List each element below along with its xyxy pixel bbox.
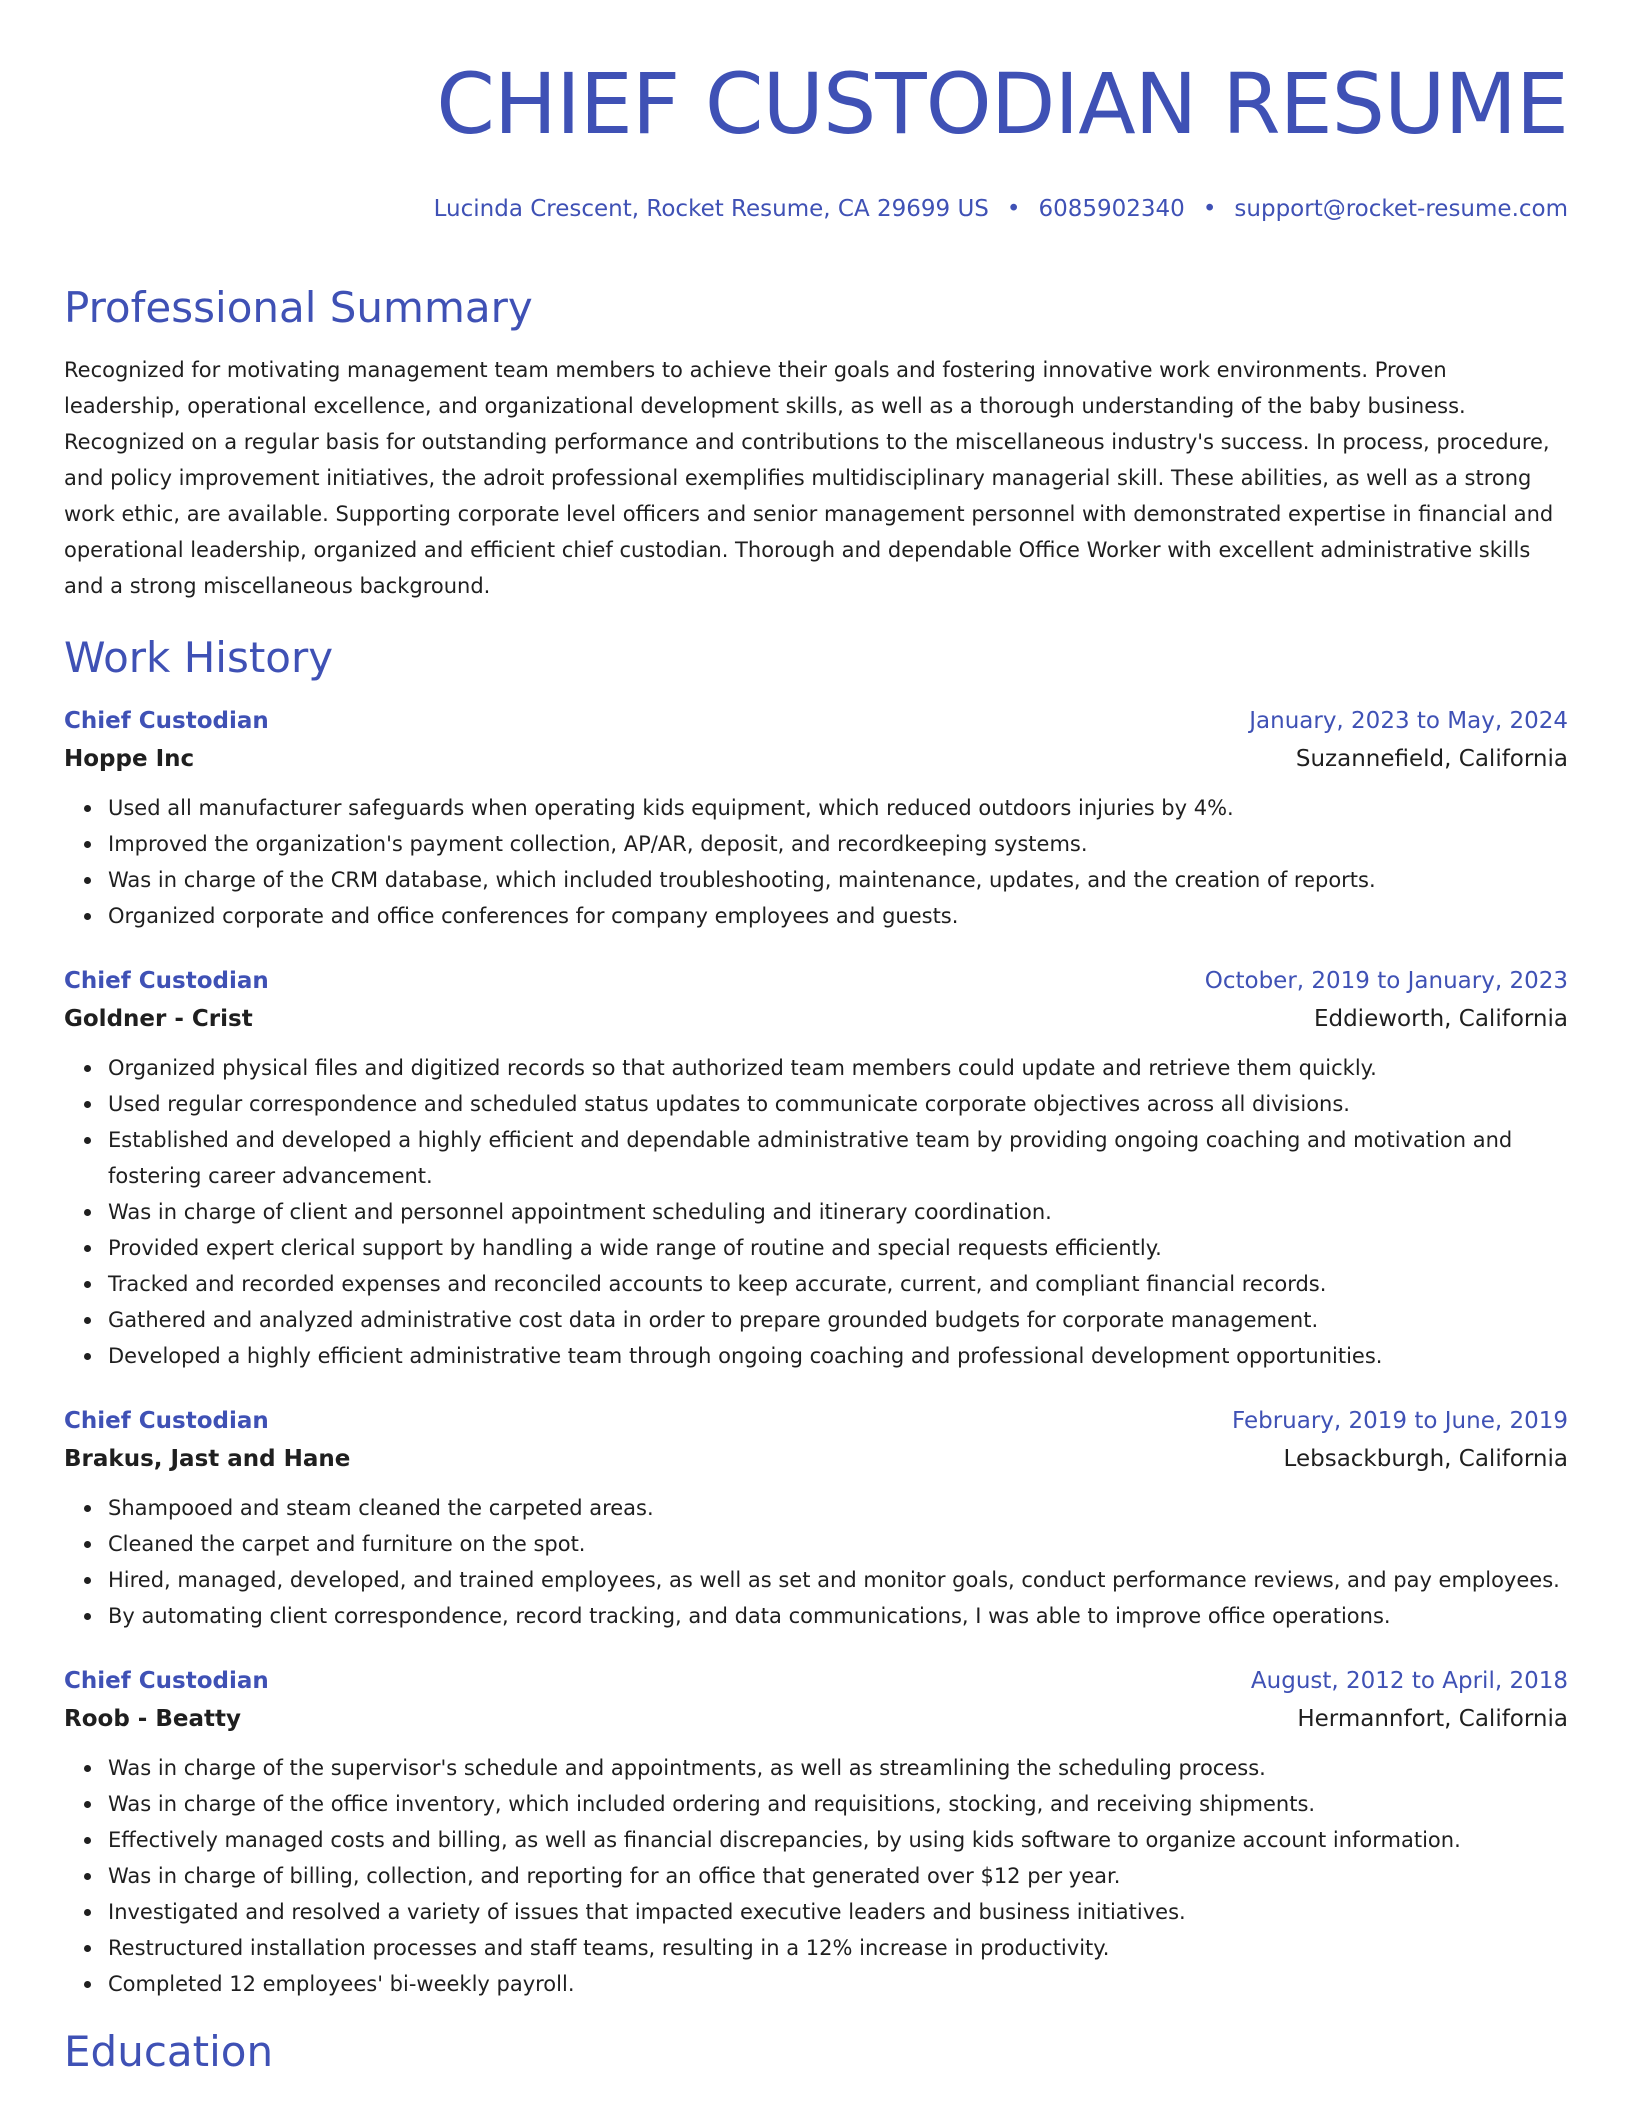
job-bullet: Investigated and resolved a variety of issues that impacted executive leaders and business initiatives. [108, 1894, 1568, 1930]
job-location: Eddieworth, California [1313, 1006, 1568, 1032]
job-header-row [64, 962, 1568, 1000]
job-location: Hermannfort, California [1297, 1706, 1568, 1732]
job-bullet: Developed a highly efficient administrative team through ongoing coaching and professional development opportunities. [108, 1338, 1568, 1374]
job-bullet: Cleaned the carpet and furniture on the spot. [108, 1526, 1568, 1562]
job-entry [64, 962, 1568, 1374]
contact-separator: • [1006, 196, 1021, 222]
job-bullet: Established and developed a highly efficient and dependable administrative team by providing ongoing coaching and motivation and fostering career advancement. [108, 1122, 1568, 1194]
job-company: Hoppe Inc [64, 746, 195, 772]
job-location: Suzannefield, California [1295, 746, 1568, 772]
job-company: Goldner - Crist [64, 1006, 253, 1032]
job-bullet: Was in charge of the supervisor's schedule and appointments, as well as streamlining the scheduling process. [108, 1750, 1568, 1786]
job-dates: January, 2023 to May, 2024 [1249, 708, 1568, 734]
summary-heading: Professional Summary [64, 283, 533, 332]
summary-text: Recognized for motivating management team members to achieve their goals and fostering innovative work environments. Proven leadership, operational excellence, and organizational development skills, as well as a thorough understanding of the baby business. Recognized on a regular basis for outstanding performance and contributions to the miscellaneous industry's success. In process, procedure, and policy improvement initiatives, the adroit professional exemplifies multidisciplinary managerial skill. These abilities, as well as a strong work ethic, are available. Supporting corporate level officers and senior management personnel with demonstrated expertise in financial and operational leadership, organized and efficient chief custodian. Thorough and dependable Office Worker with excellent administrative skills and a strong miscellaneous background. [64, 358, 1554, 598]
resume-header [64, 0, 1568, 224]
job-bullet: Tracked and recorded expenses and reconciled accounts to keep accurate, current, and compliant financial records. [108, 1266, 1568, 1302]
job-company: Roob - Beatty [64, 1706, 241, 1732]
job-company-row [64, 1440, 1568, 1478]
job-bullet: Organized corporate and office conferences for company employees and guests. [108, 898, 1568, 934]
job-bullets [64, 1750, 1568, 2002]
job-header-row [64, 702, 1568, 740]
resume-title: CHIEF CUSTODIAN RESUME [436, 55, 1568, 153]
job-entry [64, 1662, 1568, 2002]
job-company-row [64, 1000, 1568, 1038]
job-bullet: Was in charge of client and personnel appointment scheduling and itinerary coordination. [108, 1194, 1568, 1230]
job-bullet: Was in charge of billing, collection, and reporting for an office that generated over $12 per year. [108, 1858, 1568, 1894]
job-bullet: Shampooed and steam cleaned the carpeted areas. [108, 1490, 1568, 1526]
job-title: Chief Custodian [64, 1408, 269, 1434]
job-dates: August, 2012 to April, 2018 [1250, 1668, 1568, 1694]
job-company: Brakus, Jast and Hane [64, 1446, 351, 1472]
job-bullet: Provided expert clerical support by handling a wide range of routine and special requests efficiently. [108, 1230, 1568, 1266]
job-bullet: Used all manufacturer safeguards when operating kids equipment, which reduced outdoors injuries by 4%. [108, 790, 1568, 826]
contact-address: Lucinda Crescent, Rocket Resume, CA 29699 US [433, 196, 989, 222]
contact-phone: 6085902340 [1038, 196, 1185, 222]
job-dates: October, 2019 to January, 2023 [1204, 968, 1568, 994]
job-company-row [64, 740, 1568, 778]
job-bullet: Gathered and analyzed administrative cost data in order to prepare grounded budgets for corporate management. [108, 1302, 1568, 1338]
job-bullets [64, 790, 1568, 934]
job-header-row [64, 1662, 1568, 1700]
job-entry [64, 702, 1568, 934]
contact-line [64, 194, 1568, 224]
job-bullet: Effectively managed costs and billing, as well as financial discrepancies, by using kids software to organize account information. [108, 1822, 1568, 1858]
job-company-row [64, 1700, 1568, 1738]
job-dates: February, 2019 to June, 2019 [1231, 1408, 1568, 1434]
job-bullet: Used regular correspondence and scheduled status updates to communicate corporate objectives across all divisions. [108, 1086, 1568, 1122]
job-title: Chief Custodian [64, 968, 269, 994]
job-bullet: Restructured installation processes and staff teams, resulting in a 12% increase in productivity. [108, 1930, 1568, 1966]
job-location: Lebsackburgh, California [1283, 1446, 1568, 1472]
job-title: Chief Custodian [64, 708, 269, 734]
job-header-row [64, 1402, 1568, 1440]
education-heading: Education [64, 2027, 274, 2076]
job-bullet: Was in charge of the office inventory, which included ordering and requisitions, stocking, and receiving shipments. [108, 1786, 1568, 1822]
job-entry [64, 1402, 1568, 1634]
job-bullet: Improved the organization's payment collection, AP/AR, deposit, and recordkeeping systems. [108, 826, 1568, 862]
job-bullets [64, 1050, 1568, 1374]
job-title: Chief Custodian [64, 1668, 269, 1694]
work-history-heading: Work History [64, 633, 334, 682]
job-bullet: Organized physical files and digitized records so that authorized team members could update and retrieve them quickly. [108, 1050, 1568, 1086]
contact-email: support@rocket-resume.com [1234, 196, 1568, 222]
contact-separator: • [1202, 196, 1217, 222]
job-bullet: By automating client correspondence, record tracking, and data communications, I was able to improve office operations. [108, 1598, 1568, 1634]
job-bullets [64, 1490, 1568, 1634]
job-bullet: Completed 12 employees' bi-weekly payroll. [108, 1966, 1568, 2002]
job-bullet: Hired, managed, developed, and trained employees, as well as set and monitor goals, conduct performance reviews, and pay employees. [108, 1562, 1568, 1598]
job-bullet: Was in charge of the CRM database, which included troubleshooting, maintenance, updates, and the creation of reports. [108, 862, 1568, 898]
